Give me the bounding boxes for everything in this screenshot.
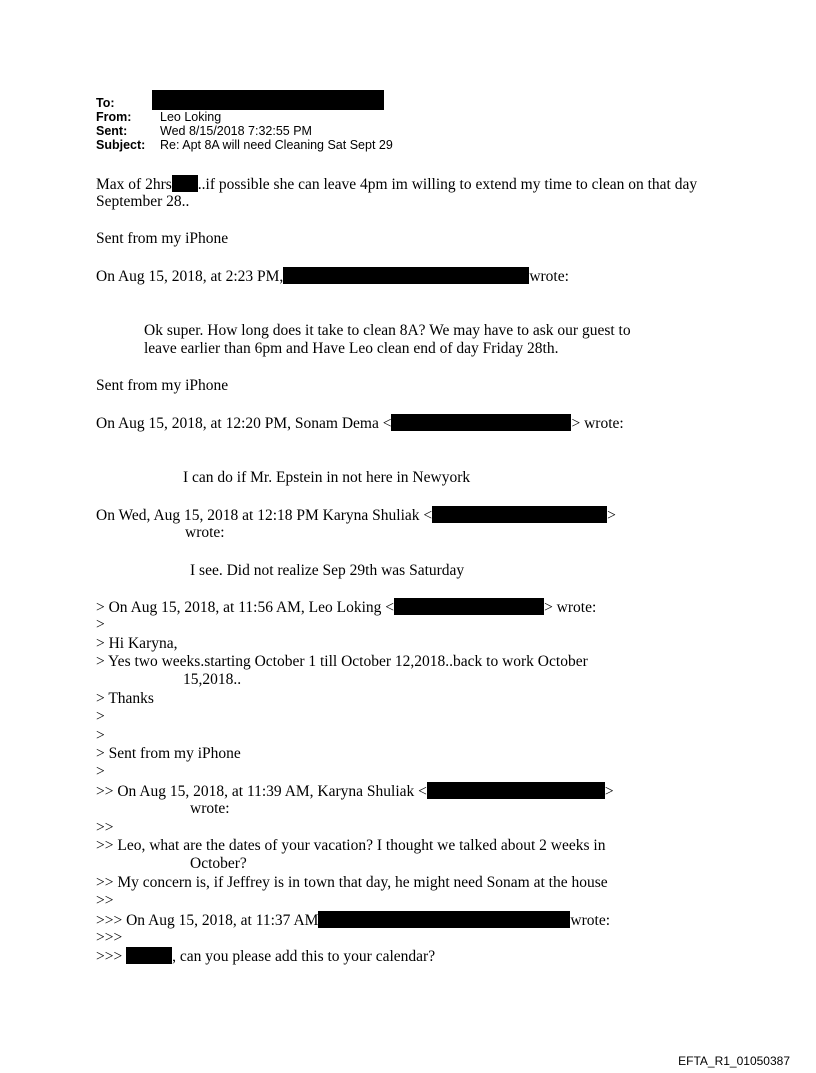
body-line: Ok super. How long does it take to clean 8A? We may have to ask our guest to (144, 322, 631, 339)
quote-header (96, 598, 596, 617)
body-line: 15,2018.. (183, 671, 242, 688)
body-line: September 28.. (96, 193, 190, 210)
body-line: >>> (96, 929, 123, 946)
redaction (432, 506, 607, 523)
redaction (318, 911, 570, 928)
body-line: >> Leo, what are the dates of your vacation? I thought we talked about 2 weeks in (96, 837, 606, 854)
body-line: wrote: (185, 524, 225, 541)
redaction (427, 782, 605, 799)
redaction (172, 175, 198, 192)
body-line: > Thanks (96, 690, 154, 707)
body-line: > (96, 708, 105, 725)
body-line: > Hi Karyna, (96, 635, 178, 652)
redaction (391, 414, 571, 431)
body-line (96, 947, 435, 966)
from-value: Leo Loking (160, 110, 222, 124)
body-text: wrote: (529, 268, 569, 285)
sent-value: Wed 8/15/2018 7:32:55 PM (160, 124, 312, 138)
body-text: > wrote: (544, 599, 597, 616)
body-line: October? (190, 855, 247, 872)
body-line: > (96, 727, 105, 744)
signature-line: Sent from my iPhone (96, 230, 229, 247)
body-line: >> (96, 819, 114, 836)
body-line: leave earlier than 6pm and Have Leo clean end of day Friday 28th. (144, 340, 559, 357)
body-line: > Yes two weeks.starting October 1 till October 12,2018..back to work October (96, 653, 588, 670)
to-label: To: (96, 96, 115, 110)
redaction (283, 267, 529, 284)
body-line: I see. Did not realize Sep 29th was Saturday (190, 562, 465, 579)
body-line: > (96, 763, 105, 780)
subject-label: Subject: (96, 138, 146, 152)
redaction (394, 598, 544, 615)
body-line: >> (96, 892, 114, 909)
body-text: >>> On Aug 15, 2018, at 11:37 AM (96, 912, 319, 929)
body-text: ..if possible she can leave 4pm im willing to extend my time to clean on that day (197, 176, 698, 193)
body-text: On Aug 15, 2018, at 2:23 PM, (96, 268, 284, 285)
body-text: > On Aug 15, 2018, at 11:56 AM, Leo Loking < (96, 599, 395, 616)
body-text: > (604, 783, 614, 800)
body-text: Max of 2hrs (96, 176, 172, 193)
quote-header (96, 782, 614, 801)
redaction (126, 947, 172, 964)
body-text: On Aug 15, 2018, at 12:20 PM, Sonam Dema < (96, 415, 392, 432)
quote-header (96, 414, 624, 433)
quote-header (96, 911, 610, 930)
body-text: > (607, 507, 616, 524)
body-text: , can you please add this to your calendar? (172, 948, 436, 965)
email-header (96, 96, 496, 160)
from-label: From: (96, 110, 132, 124)
quote-header (96, 267, 569, 286)
body-line: wrote: (190, 800, 230, 817)
subject-value: Re: Apt 8A will need Cleaning Sat Sept 29 (160, 138, 393, 152)
to-redaction (152, 90, 384, 110)
body-line: >> My concern is, if Jeffrey is in town that day, he might need Sonam at the house (96, 874, 608, 891)
signature-line: > Sent from my iPhone (96, 745, 241, 762)
body-line: > (96, 616, 105, 633)
quote-header (96, 506, 616, 525)
body-text: On Wed, Aug 15, 2018 at 12:18 PM Karyna Shuliak < (96, 507, 433, 524)
body-text: >>> (96, 948, 123, 965)
body-text: wrote: (570, 912, 611, 929)
sent-label: Sent: (96, 124, 128, 138)
signature-line: Sent from my iPhone (96, 377, 229, 394)
body-line (96, 175, 697, 194)
body-text: >> On Aug 15, 2018, at 11:39 AM, Karyna Shuliak < (96, 783, 427, 800)
body-text: > wrote: (571, 415, 624, 432)
body-line: I can do if Mr. Epstein in not here in Newyork (183, 469, 471, 486)
document-id: EFTA_R1_01050387 (678, 1054, 790, 1068)
